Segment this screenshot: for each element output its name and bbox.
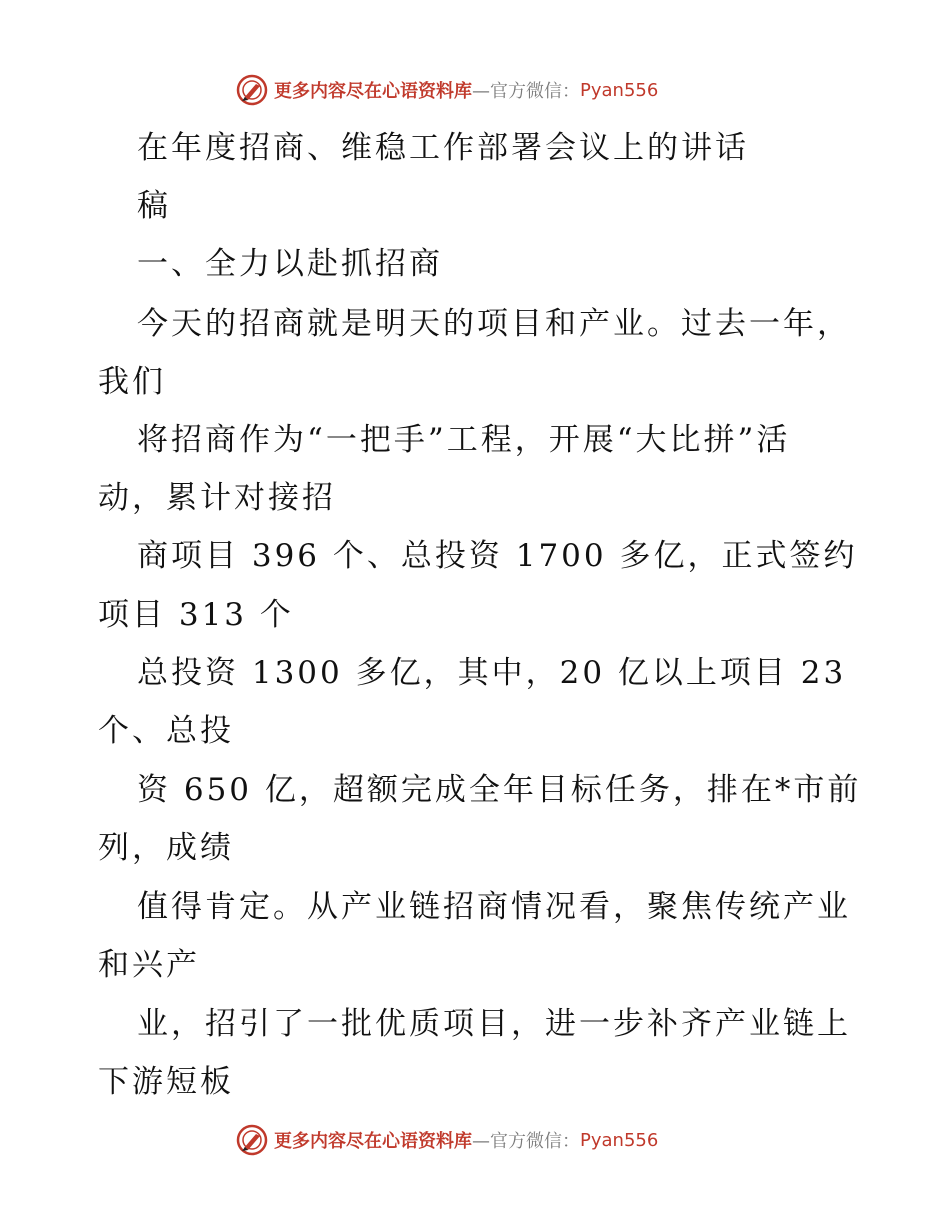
paragraph-line: 列，成绩 bbox=[98, 830, 234, 866]
watermark-header bbox=[236, 72, 658, 108]
document-title-continuation: 稿 bbox=[137, 188, 171, 224]
document-title: 在年度招商、维稳工作部署会议上的讲话 bbox=[137, 130, 749, 166]
paragraph-line: 值得肯定。从产业链招商情况看，聚焦传统产业 bbox=[137, 889, 851, 925]
paragraph-line: 个、总投 bbox=[98, 713, 234, 749]
watermark-separator: —官方微信： bbox=[472, 1131, 580, 1152]
paragraph-line: 和兴产 bbox=[98, 947, 200, 983]
pen-nib-logo-icon bbox=[236, 74, 268, 106]
watermark-main-text: 更多内容尽在心语资料库 bbox=[274, 81, 472, 102]
paragraph-line: 我们 bbox=[98, 364, 166, 400]
pen-nib-logo-icon bbox=[236, 1124, 268, 1156]
paragraph-line: 将招商作为“一把手”工程，开展“大比拼”活 bbox=[137, 422, 791, 458]
paragraph-line: 项目 313 个 bbox=[98, 597, 294, 633]
paragraph-line: 商项目 396 个、总投资 1700 多亿，正式签约 bbox=[137, 538, 858, 574]
paragraph-line: 动，累计对接招 bbox=[98, 480, 336, 516]
watermark-separator: —官方微信： bbox=[472, 81, 580, 102]
section-heading: 一、全力以赴抓招商 bbox=[137, 246, 443, 282]
watermark-account: Pyan556 bbox=[580, 79, 659, 101]
watermark-main-text: 更多内容尽在心语资料库 bbox=[274, 1131, 472, 1152]
paragraph-line: 业，招引了一批优质项目，进一步补齐产业链上 bbox=[137, 1006, 851, 1042]
paragraph-line: 下游短板 bbox=[98, 1064, 234, 1100]
paragraph-line: 资 650 亿，超额完成全年目标任务，排在*市前 bbox=[137, 772, 862, 808]
paragraph-line: 今天的招商就是明天的项目和产业。过去一年， bbox=[137, 306, 851, 342]
watermark-account: Pyan556 bbox=[580, 1129, 659, 1151]
paragraph-line: 总投资 1300 多亿，其中，20 亿以上项目 23 bbox=[137, 655, 847, 691]
watermark-footer bbox=[236, 1122, 658, 1158]
